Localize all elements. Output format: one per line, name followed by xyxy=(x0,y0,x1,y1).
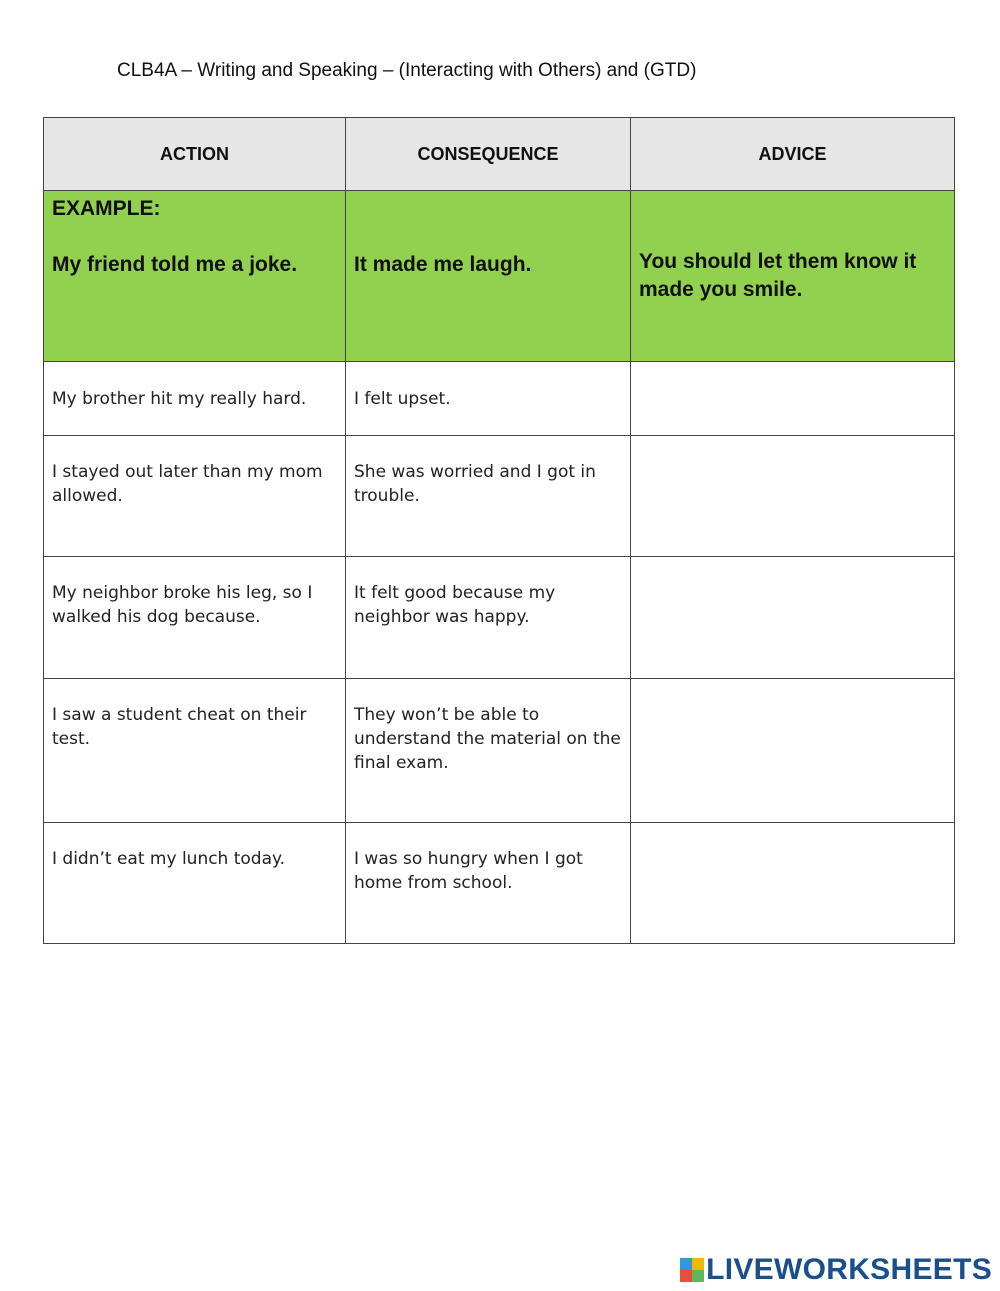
example-row xyxy=(44,191,955,362)
table-row xyxy=(44,679,955,823)
example-label: EXAMPLE: xyxy=(52,197,161,220)
table-row xyxy=(44,557,955,679)
liveworksheets-logo-icon xyxy=(680,1258,704,1282)
consequence-cell: I was so hungry when I got home from school. xyxy=(346,823,631,944)
brand-name: LIVEWORKSHEETS xyxy=(706,1253,992,1286)
consequence-cell: It felt good because my neighbor was happy. xyxy=(346,557,631,679)
example-advice-cell: You should let them know it made you smile. xyxy=(631,191,955,362)
liveworksheets-branding xyxy=(680,1254,992,1286)
action-consequence-table xyxy=(43,117,955,944)
advice-answer-cell[interactable] xyxy=(631,436,955,557)
advice-answer-cell[interactable] xyxy=(631,557,955,679)
table-row xyxy=(44,362,955,436)
example-action-cell xyxy=(44,191,346,362)
action-cell: My neighbor broke his leg, so I walked his dog because. xyxy=(44,557,346,679)
consequence-cell: They won’t be able to understand the material on the final exam. xyxy=(346,679,631,823)
consequence-cell: I felt upset. xyxy=(346,362,631,436)
page-title: CLB4A – Writing and Speaking – (Interacting with Others) and (GTD) xyxy=(117,60,697,81)
table-row xyxy=(44,823,955,944)
advice-answer-cell[interactable] xyxy=(631,362,955,436)
header-action: ACTION xyxy=(44,118,346,191)
action-cell: I stayed out later than my mom allowed. xyxy=(44,436,346,557)
header-consequence: CONSEQUENCE xyxy=(346,118,631,191)
header-advice: ADVICE xyxy=(631,118,955,191)
consequence-cell: She was worried and I got in trouble. xyxy=(346,436,631,557)
table-row xyxy=(44,436,955,557)
example-consequence-cell: It made me laugh. xyxy=(346,191,631,362)
action-cell: I didn’t eat my lunch today. xyxy=(44,823,346,944)
example-action-text: My friend told me a joke. xyxy=(52,253,298,276)
action-cell: My brother hit my really hard. xyxy=(44,362,346,436)
action-cell: I saw a student cheat on their test. xyxy=(44,679,346,823)
table-header-row xyxy=(44,118,955,191)
advice-answer-cell[interactable] xyxy=(631,679,955,823)
advice-answer-cell[interactable] xyxy=(631,823,955,944)
